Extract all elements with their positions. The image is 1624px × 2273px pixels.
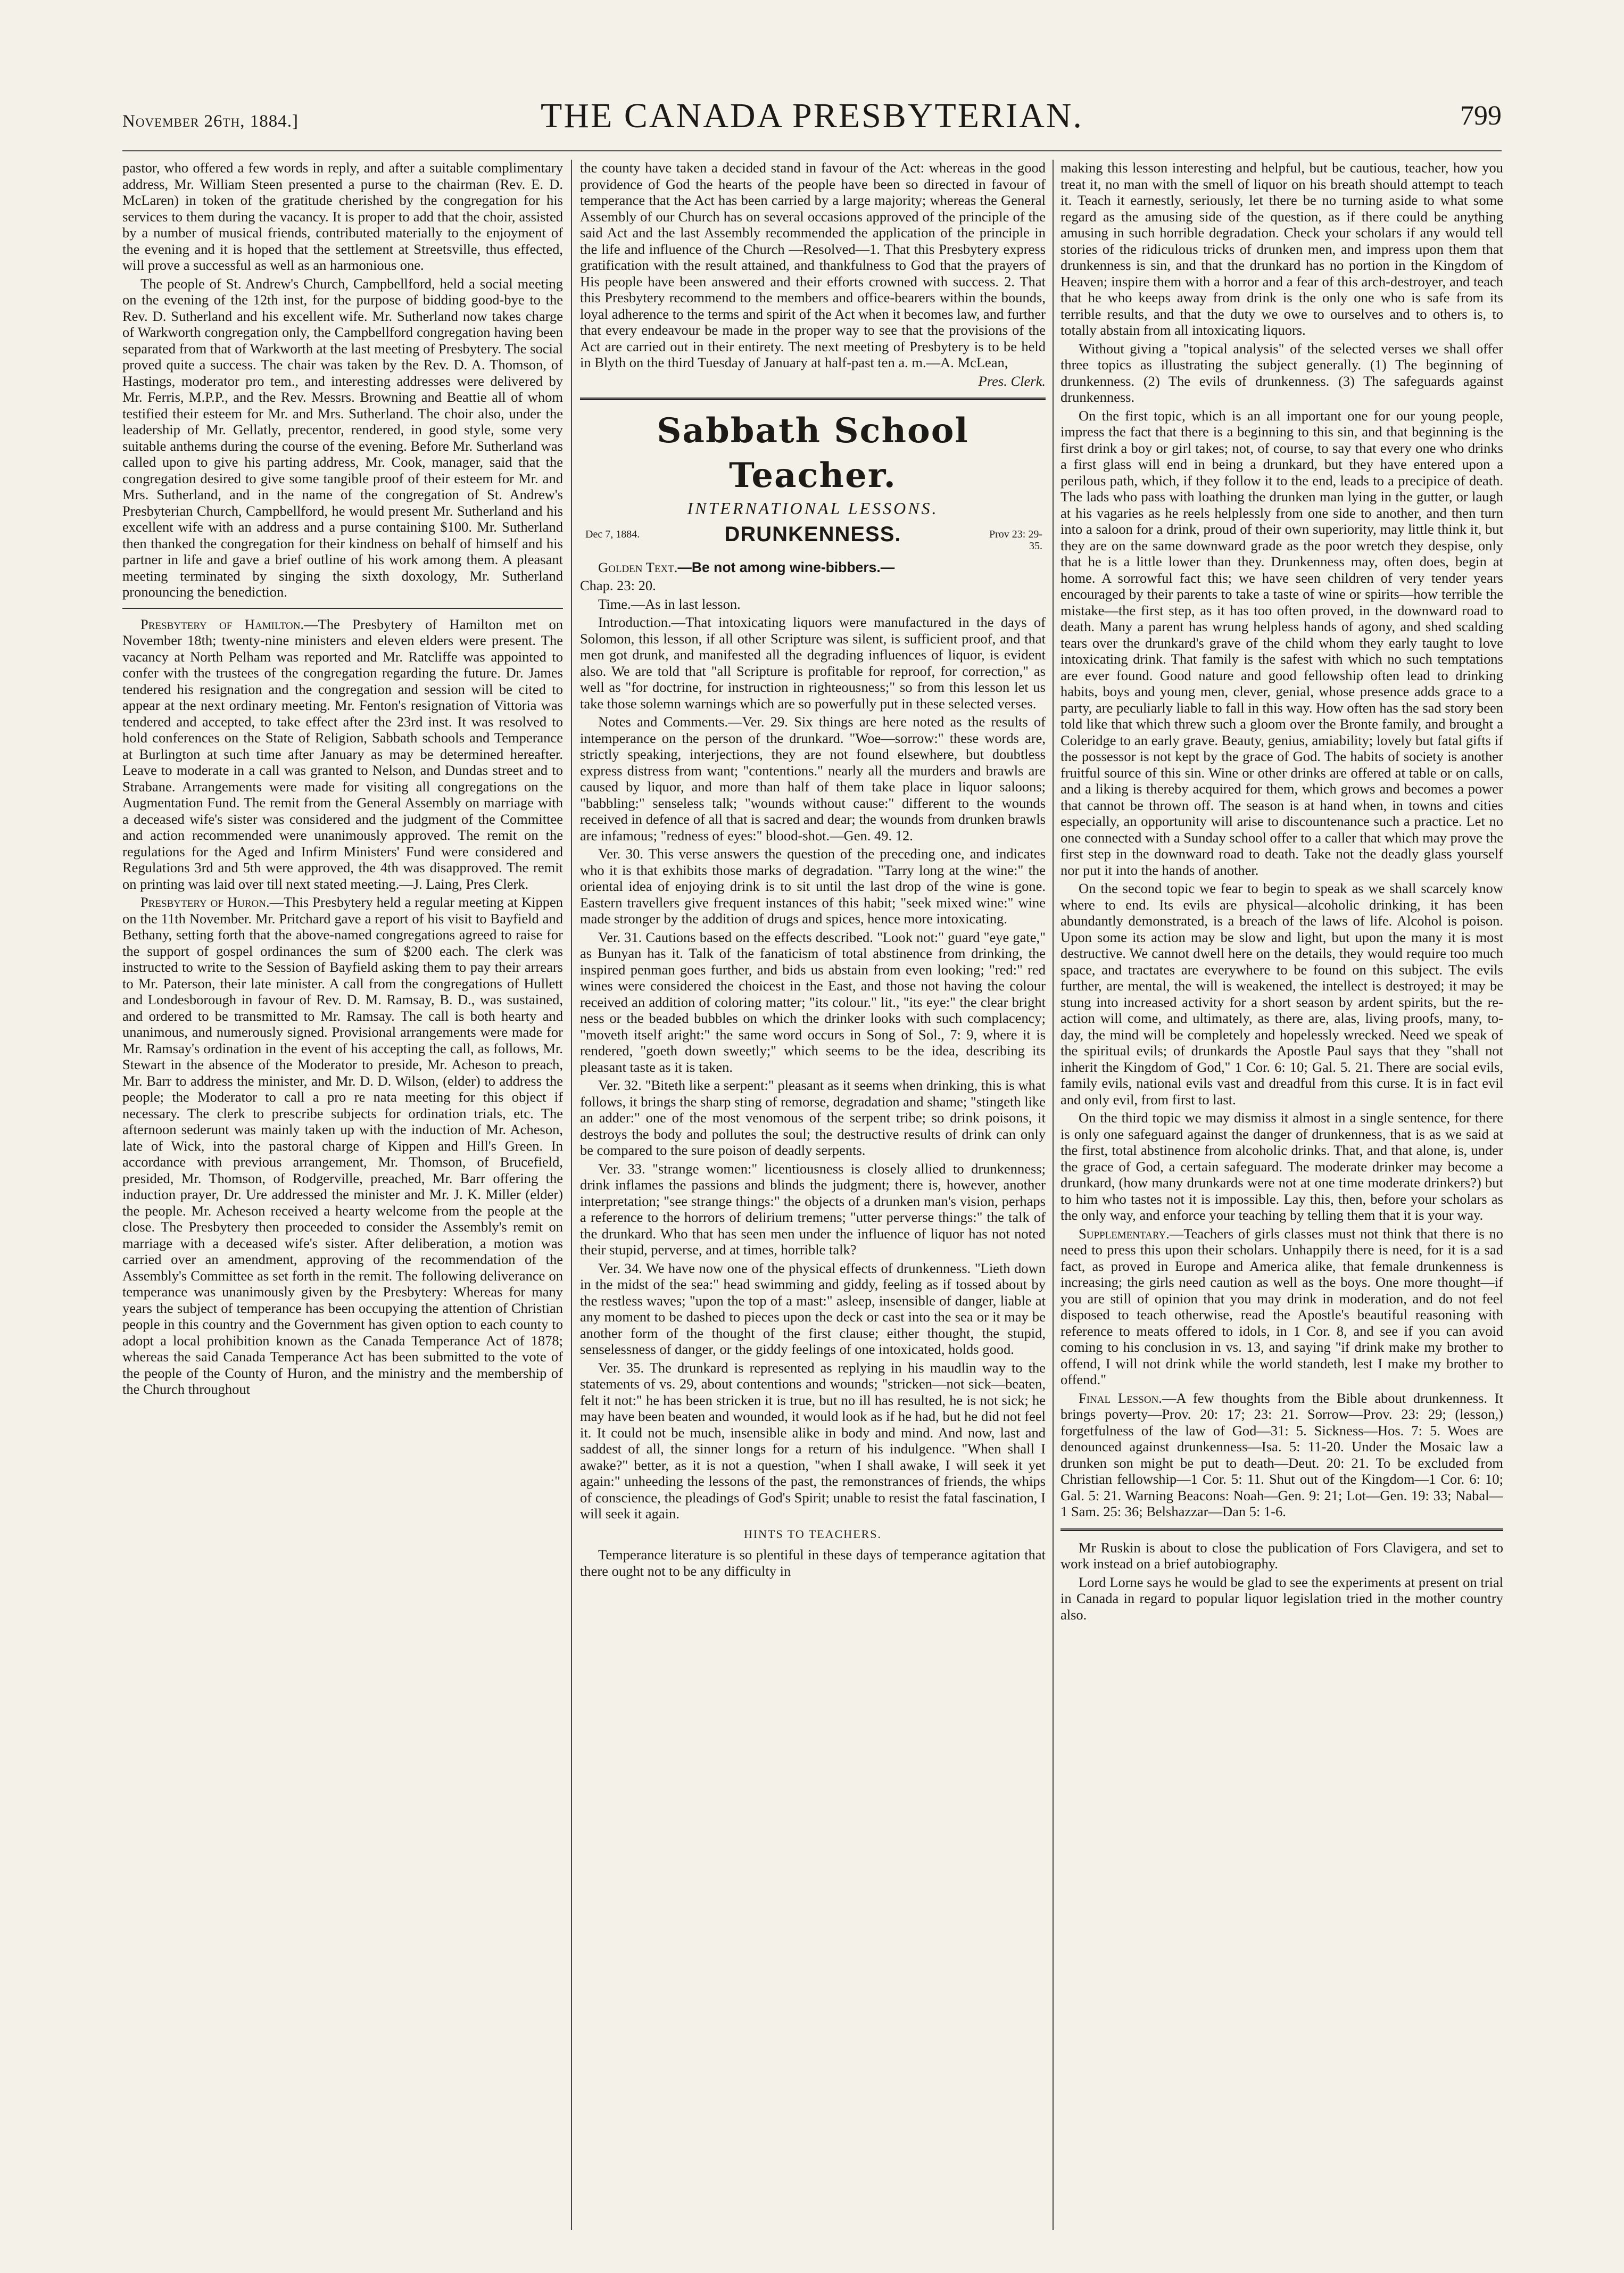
article-paragraph: Introduction.—That intoxicating liquors were manufactured in the days of Solomon, this lesson, if all other Scripture was silent, is sufficient proof, and that men got drunk, and manifested all the degrading influences of liquor, is evident also. We are told that "all Scripture is profitable for reproof, for correction," as well as "for doctrine, for instruction in righteousness;" so from this lesson let us take those solemn warnings which are so powerfully put in these selected verses. <box>580 614 1046 712</box>
golden-text-ref: Chap. 23: 20. <box>580 577 656 593</box>
section-subtitle: INTERNATIONAL LESSONS. <box>687 499 939 518</box>
section-rule <box>580 398 1046 400</box>
lesson-header <box>580 522 1046 556</box>
article-paragraph: Ver. 31. Cautions based on the effects described. "Look not:" guard "eye gate," as Bunyan has it. Talk of the fanaticism of total abstinence from drinking, the inspired penman goes further, and bids us abstain from even looking; "red:" red wines were considered the choicest in the East, and those not having the colour received an addition of coloring matter; "its colour." lit., "its eye:" the clear bright ness or the beaded bubbles on which the drinker looks with such complacency; "moveth itself aright:" the same word occurs in Song of Sol., 7: 9, where it is rendered, "goeth down sweetly;" which seems to be the idea, describing its pleasant taste as it is taken. <box>580 929 1046 1075</box>
paragraph-lead: Presbytery of Hamilton. <box>140 616 304 632</box>
article-paragraph: Ver. 30. This verse answers the question of the preceding one, and indicates who it is that exhibits those marks of degradation. "Tarry long at the wine:" the oriental idea of enjoying drink is to sit until the last drop of the wine is gone. Eastern travellers give frequent instances of this habit; "seek mixed wine:" wine made stronger by the addition of drugs and spices, hence more intoxicating. <box>580 846 1046 927</box>
section-rule <box>1060 1528 1503 1531</box>
column-divider <box>1053 160 1054 2230</box>
page-number: 799 <box>1460 101 1502 131</box>
paragraph-body: —Teachers of girls classes must not think that there is no need to press this upon their scholars. Unhappily there is need, for it is a sad fact, as proved in Europe and America alike, that female drunkenness is increasing; the girls need caution as well as the boys. One more thought—if you are still of opinion that you may drink in moderation, and do not feel disposed to teach otherwise, read the Apostle's beautiful reasoning with reference to meats offered to idols, in 1 Cor. 8, and see if you can avoid coming to his conclusion in vs. 13, and saying "if drink make my brother to offend, I will not drink while the world standeth, lest I make my brother to offend." <box>1060 1225 1503 1387</box>
golden-text-body: —Be not among wine-bibbers.— <box>677 559 895 575</box>
article-paragraph: the county have taken a decided stand in favour of the Act: whereas in the good providence of God the hearts of the people have been so directed in favour of temperance that the Act has been carried by a large majority; whereas the General Assembly of our Church has on several occasions approved of the principle of the said Act and the last Assembly recommended the application of the principle in the life and influence of the Church —Resolved—1. That this Presbytery express gratification with the result attained, and thankfulness to God that the prayers of His people have been answered and their efforts crowned with success. 2. That this Presbytery recommend to the members and office-bearers within the bounds, loyal adherence to the terms and spirit of the Act when it becomes law, and further that every endeavour be made in the proper way to see that the provisions of the Act are carried out in their entirety. The next meeting of Presbytery is to be held in Blyth on the third Tuesday of January at half-past ten a. m.—A. McLean, <box>580 160 1046 370</box>
article-paragraph <box>1060 1226 1503 1388</box>
lesson-title: DRUNKENNESS. <box>724 522 901 546</box>
article-paragraph <box>1060 1390 1503 1520</box>
masthead <box>122 90 1502 144</box>
lesson-date: Dec 7, 1884. <box>585 528 640 540</box>
paragraph-body: —This Presbytery held a regular meeting at Kippen on the 11th November. Mr. Pritchard gave a report of his visit to Bayfield and Bethany, setting forth that the above-named congregations agreed to raise for the support of gospel ordinances the sum of $200 each. The clerk was instructed to write to the Session of Bayfield asking them to pay their arrears to Mr. Paterson, their late minister. A call from the congregations of Hullett and Londesborough in favour of Rev. D. M. Ramsay, B. D., was sustained, and ordered to be transmitted to Mr. Ramsay. The call is both hearty and unanimous, and numerously signed. Provisional arrangements were made for Mr. Ramsay's ordination in the event of his accepting the call, as follows, Mr. Stewart in the absence of the Moderator to preside, Mr. Acheson to preach, Mr. Barr to address the minister, and Mr. D. D. Wilson, (elder) to address the people; the Moderator to call a pro re nata meeting for this object if necessary. The clerk to prescribe subjects for ordination trials, etc. The afternoon sederunt was mainly taken up with the induction of Mr. Acheson, late of Wick, into the pastoral charge of Kippen and Hill's Green. In accordance with previous arrangement, Mr. Thomson, of Brucefield, presided, Mr. Thomson, of Rodgerville, preached, Mr. Barr offering the induction prayer, Dr. Ure addressed the minister and Mr. J. K. Miller (elder) the people. Mr. Acheson received a hearty welcome from the people at the close. The Presbytery then proceeded to consider the Assembly's remit on marriage with a deceased wife's sister. After deliberation, a motion was carried over an amendment, approving of the recommendation of the Assembly's Committee as set forth in the remit. The following deliverance on temperance was unanimously given by the Presbytery: Whereas for many years the subject of temperance has been occupying the attention of Christian people in this country and the Government has given option to each county to adopt a local prohibition known as the Canada Temperance Act of 1878; whereas the said Canada Temperance Act has been submitted to the vote of the people of the County of Huron, and the ministry and the membership of the Church throughout <box>122 894 563 1397</box>
article-paragraph: pastor, who offered a few words in reply, and after a suitable complimentary address, Mr. William Steen presented a purse to the chairman (Rev. E. D. McLaren) in token of the gratitude cherished by the congregation for his services to them during the vacancy. It is proper to add that the choir, assisted by a number of musical friends, contributed materially to the enjoyment of the evening and it is hoped that the settlement at Streetsville, thus effected, will prove a successful as well as an harmonious one. <box>122 160 563 273</box>
article-paragraph: Time.—As in last lesson. <box>598 596 741 612</box>
article-paragraph <box>122 616 563 892</box>
golden-text <box>580 559 1046 576</box>
signature <box>580 373 1046 390</box>
paragraph-lead: Final Lesson. <box>1079 1390 1162 1406</box>
column-2 <box>580 160 1046 2230</box>
column-3 <box>1060 160 1503 2230</box>
article-paragraph: Temperance literature is so plentiful in these days of temperance agitation that there ought not to be any difficulty in <box>580 1547 1046 1579</box>
paragraph-body: —The Presbytery of Hamilton met on November 18th; twenty-nine ministers and eleven elders were present. The vacancy at North Pelham was reported and Mr. Ratcliffe was appointed to confer with the trustees of the congregation regarding the future. Dr. James tendered his resignation and the congregation and session will be cited to appear at the next ordinary meeting. Mr. Fenton's resignation of Vittoria was tendered and accepted, to take effect after the 23rd inst. It was resolved to hold conferences on the State of Religion, Sabbath schools and Temperance at Burlington at such time after January as may be determined hereafter. Leave to moderate in a call was granted to Nelson, and Dundas street and to Strabane. Arrangements were made for visiting all congregations on the Augmentation Fund. The remit from the General Assembly on marriage with a deceased wife's sister was considered and the judgment of the Committee and action recommended were unanimously approved. The remit on the regulations for the Aged and Infirm Ministers' Fund were considered and Regulations 3rd and 5th were approved, the 4th was disapproved. The remit on printing was laid over till next stated meeting.—J. Laing, Pres Clerk. <box>122 616 563 892</box>
article-paragraph: Notes and Comments.—Ver. 29. Six things are here noted as the results of intemperance on the person of the drunkard. "Woe—sorrow:" these words are, strictly speaking, interjections, they are not found elsewhere, but doubtless express distress from want; "contentions." nearly all the murders and brawls are caused by liquor, and more than half of them take place in liquor saloons; "babbling:" senseless talk; "wounds without cause:" different to the wounds received in defence of all that is sacred and dear; the wounds from drunken brawls are infamous; "redness of eyes:" blood-shot.—Gen. 49. 12. <box>580 714 1046 844</box>
news-item: Lord Lorne says he would be glad to see the experiments at present on trial in Canada in regard to popular liquor legislation tried in the mother country also. <box>1060 1574 1503 1623</box>
hints-heading: HINTS TO TEACHERS. <box>743 1527 882 1541</box>
paragraph-lead: Supplementary. <box>1079 1225 1170 1242</box>
column-1 <box>122 160 563 2230</box>
signature-text: Pres. Clerk. <box>978 373 1046 389</box>
article-paragraph: Ver. 32. "Biteth like a serpent:" pleasant as it seems when drinking, this is what follows, it brings the sharp sting of remorse, degradation and shame; "stingeth like an adder:" one of the most venomous of the serpent tribe; so drink poisons, it destroys the body and pollutes the soul; the destructive results of drink can only be compared to the sure poison of deadly serpents. <box>580 1077 1046 1158</box>
header-rule <box>122 150 1502 152</box>
article-paragraph <box>122 894 563 1398</box>
article-paragraph: Without giving a "topical analysis" of the selected verses we shall offer three topics as illustrating the subject generally. (1) The beginning of drunkenness. (2) The evils of drunkenness. (3) The safeguards against drunkenness. <box>1060 340 1503 405</box>
news-item: Mr Ruskin is about to close the publication of Fors Clavigera, and set to work instead on a brief autobiography. <box>1060 1539 1503 1572</box>
paragraph-lead: Presbytery of Huron. <box>140 894 270 910</box>
issue-date: November 26th, 1884.] <box>122 112 299 131</box>
section-title: Sabbath School Teacher. <box>657 411 969 495</box>
paragraph-body: —A few thoughts from the Bible about drunkenness. It brings poverty—Prov. 20: 17; 23: 21. Sorrow—Prov. 23: 29; (lesson,) forgetfulness of the law of God—31: 5. Sickness—Hos. 7: 5. Woes are denounced against drunkenness—Isa. 5: 11-20. Under the Mosaic law a drunken son might be put to death—Deut. 20: 21. To be excluded from Christian fellowship—1 Cor. 5: 11. Shut out of the Kingdom—1 Cor. 6: 10; Gal. 5: 21. Warning Beacons: Noah—Gen. 9: 21; Lot—Gen. 19: 33; Nabal—1 Sam. 25: 36; Belshazzar—Dan 5: 1-6. <box>1060 1390 1503 1519</box>
article-paragraph: The people of St. Andrew's Church, Campbellford, held a social meeting on the evening of the 12th inst, for the purpose of bidding good-bye to the Rev. D. Sutherland and his excellent wife. Mr. Sutherland now takes charge of Warkworth congregation only, the Campbellford congregation having been separated from that of Warkworth at the last meeting of Presbytery. The social proved quite a success. The chair was taken by the Rev. D. A. Thomson, of Hastings, moderator pro tem., and interesting addresses were delivered by Mr. Ferris, M.P.P., and the Rev. Messrs. Browning and Beattie all of whom testified their esteem for Mr. and Mrs. Sutherland. The choir also, under the leadership of Mr. Gellatly, precentor, rendered, in good style, some very suitable anthems during the course of the evening. Before Mr. Sutherland was called upon to give his parting address, Mr. Cook, manager, said that the congregation desired to give some tangible proof of their esteem for Mr. and Mrs. Sutherland, and in the name of the congregation of St. Andrew's Presbyterian Church, Campbellford, he would present Mr. Sutherland and his excellent wife with an address and a purse containing $100. Mr. Sutherland then thanked the congregation for their kindness on behalf of himself and his partner in life and gave a brief outline of his work among them. A pleasant meeting terminated by singing the sixth doxology, Mr. Sutherland pronouncing the benediction. <box>122 275 563 600</box>
article-paragraph: Ver. 35. The drunkard is represented as replying in his maudlin way to the statements of vs. 29, about contentions and wounds; "stricken—not sick—beaten, felt it not:" he has been stricken it is true, but no ill has resulted, he is not sick; he may have been beaten and wounded, it would look as if he had, but he did not feel it. It could not be much, insensible alike in body and mind. And now, last and saddest of all, the sinner longs for a return of his indulgence. "When shall I awake?" better, as it is not a question, "when I shall awake, I will seek it yet again:" unheeding the lessons of the past, the remonstrances of friends, the whips of conscience, the pleadings of God's Spirit; unable to resist the fatal fascination, I will seek it again. <box>580 1359 1046 1522</box>
paragraph-lead: Golden Text. <box>598 559 678 575</box>
article-paragraph: Ver. 34. We have now one of the physical effects of drunkenness. "Lieth down in the midst of the sea:" head swimming and giddy, feeling as if tossed about by the restless waves; "upon the top of a mast:" asleep, insensible of danger, liable at any moment to be dashed to pieces upon the deck or cast into the sea or it may be another form of the thought of the first clause; either thought, the stupid, senselessness of danger, or the giddy feelings of one intoxicated, holds good. <box>580 1260 1046 1357</box>
article-paragraph: Ver. 33. "strange women:" licentiousness is closely allied to drunkenness; drink inflames the passions and blinds the judgment; there is, however, another interpretation; "see strange things:" the objects of a drunken man's vision, perhaps a reference to the horrors of delirium tremens; "utter perverse things:" the talk of the drunkard. Who that has seen men under the influence of liquor has not noted their stupid, perverse, and at times, horrible talk? <box>580 1160 1046 1258</box>
lesson-reference: Prov 23: 29-35. <box>989 528 1042 552</box>
newspaper-title: THE CANADA PRESBYTERIAN. <box>541 96 1083 135</box>
section-rule <box>122 608 563 609</box>
article-paragraph: On the second topic we fear to begin to speak as we shall scarcely know where to end. Its evils are physical—alcoholic drinking, it has been abundantly demonstrated, is a breach of the laws of life. Alcohol is poison. Upon some its action may be slow and light, but upon the many it is most destructive. We cannot dwell here on the details, they would require too much space, and tractates are everywhere to be found on this subject. The evils further, are mental, the will is weakened, the intellect is destroyed; it may be stung into increased activity for a short season by ardent spirits, but the re-action will come, and ultimately, as there are, alas, living proofs, many, to-day, the mind will be completely and hopelessly wrecked. Need we speak of the spiritual evils; of drunkards the Apostle Paul says that they "shall not inherit the Kingdom of God," 1 Cor. 6: 10; Gal. 5. 21. There are social evils, family evils, national evils vast and dreadful from this curse. It is in fact evil and only evil, from first to last. <box>1060 880 1503 1107</box>
article-paragraph: making this lesson interesting and helpful, but be cautious, teacher, how you treat it, no man with the smell of liquor on his breath should attempt to teach it. Teach it earnestly, seriously, let there be no turning aside to what some regard as the amusing side of the question, as if there could be anything amusing in such horrible degradation. Check your scholars if any would tell stories of the ridiculous tricks of drunken men, and impress upon them that drunkenness is sin, and that the drunkard has no portion in the Kingdom of Heaven; inspire them with a horror and a fear of this arch-destroyer, and teach that he who keeps away from drink is the only one who is safe from its terrible results, and that the duty we owe to ourselves and to others is, to totally abstain from all intoxicating liquors. <box>1060 160 1503 338</box>
column-divider <box>571 160 572 2230</box>
article-paragraph: On the first topic, which is an all important one for our young people, impress the fact that there is a beginning to this sin, and that beginning is the first drink a boy or girl takes; not, of course, to say that every one who drinks a first glass will end in being a drunkard, but they have entered upon a perilous path, which, if they follow it to the end, leads to a precipice of death. The lads who pass with loathing the drunken man lying in the gutter, or laugh at his vagaries as he reels helplessly from one side to another, and then turn into a saloon for a drink, proud of their own superiority, may little think it, but they are on the same downward grade as the poor wretch they despise, only that he is a little lower than they. Drunkenness may, often does, begin at home. A sorrowful fact this; we have seen children of very tender years encouraged by their parents to take a taste of wine or spirits—how terrible the mistake—the first step, as it has too often proved, in the downward road to death. Many a parent has wrung helpless hands of agony, and shed scalding tears over the drunkard's grave of the child whom they early taught to love intoxicating drink. That family is the safest with which no such temptations are ever found. Good nature and good fellowship often lead to drinking habits, boys and young men, clever, genial, whose presence adds grace to a party, are peculiarly liable to fall in this way. How often has the sad story been told like that which threw such a gloom over the Bronte family, and brought a Coleridge to an early grave. Beauty, genius, amiability; lovely but fatal gifts if the possessor is not kept by the grace of God. The habits of society is another fruitful source of this sin. Wine or other drinks are offered at table or on calls, and a liking is thereby acquired for them, which grows and becomes a power that cannot be thrown off. The season is at hand when, in towns and cities especially, an opportunity will arise to discountenance such a practice. Let no one connected with a Sunday school offer to a caller that which may prove the first step in the downward road to death. Take not the deadly glass yourself nor put it into the hands of another. <box>1060 407 1503 878</box>
article-paragraph: On the third topic we may dismiss it almost in a single sentence, for there is only one safeguard against the danger of drunkenness, that is as we said at the first, total abstinence from alcoholic drinks. That, and that alone, is, under the grace of God, a certain safeguard. The moderate drinker may become a drunkard, (how many drunkards were not at one time moderate drinkers?) but to him who tastes not it is impossible. Lay this, then, before your scholars as the only way, and enforce your teaching by telling them that it is your way. <box>1060 1110 1503 1223</box>
